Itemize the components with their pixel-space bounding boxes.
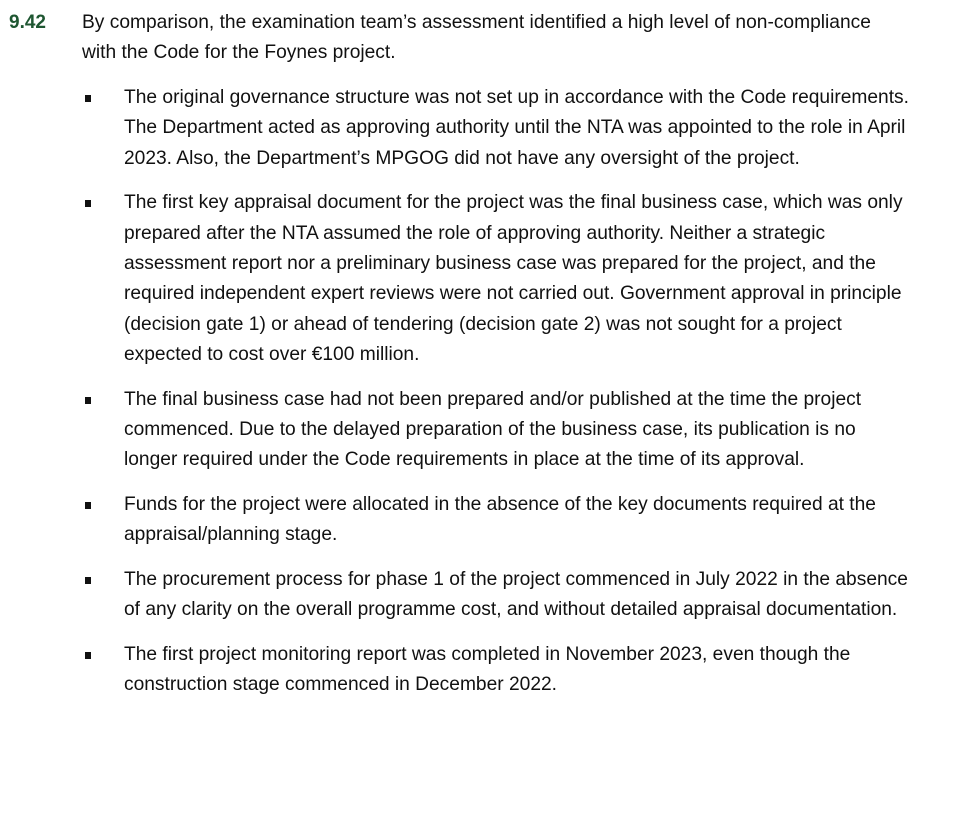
list-item-text: The final business case had not been prepared and/or published at the time the project commenced. Due to the delayed preparation of the business case, its publication is no longer required under the Code requirements in place at the time of its approval. — [124, 388, 862, 471]
list-item — [0, 565, 954, 626]
paragraph-number: 9.42 — [9, 12, 46, 33]
list-item — [0, 385, 954, 476]
square-bullet-icon — [85, 200, 91, 207]
list-item-text: The first project monitoring report was completed in November 2023, even though the construction stage commenced in December 2022. — [124, 643, 851, 695]
square-bullet-icon — [85, 397, 91, 404]
list-item-text: Funds for the project were allocated in the absence of the key documents required at the appraisal/planning stage. — [124, 493, 876, 546]
list-item-text: The first key appraisal document for the project was the final business case, which was only prepared after the NTA assumed the role of approving authority. Neither a strategic assessment report nor a preliminary business case was prepared for the project, and the required independent expert reviews were not carried out. Government approval in principle (decision gate 1) or ahead of tendering (decision gate 2) was not sought for a project expected to cost over €100 million. — [124, 192, 903, 366]
list-item-text: The original governance structure was not set up in accordance with the Code requirements. The Department acted as approving authority until the NTA was appointed to the role in April 2023. Also, the Department’s MPGOG did not have any oversight of the project. — [124, 87, 909, 169]
list-item-text: The procurement process for phase 1 of the project commenced in July 2022 in the absence of any clarity on the overall programme cost, and without detailed appraisal documentation. — [124, 568, 908, 621]
findings-list — [0, 83, 954, 714]
paragraph-intro: By comparison, the examination team’s assessment identified a high level of non-compliance with the Code for the Foynes project. — [82, 12, 871, 64]
square-bullet-icon — [85, 577, 91, 584]
list-item — [0, 490, 954, 551]
square-bullet-icon — [85, 652, 91, 659]
square-bullet-icon — [85, 95, 91, 102]
list-item — [0, 188, 954, 370]
list-item — [0, 83, 954, 174]
list-item — [0, 640, 954, 701]
square-bullet-icon — [85, 502, 91, 509]
